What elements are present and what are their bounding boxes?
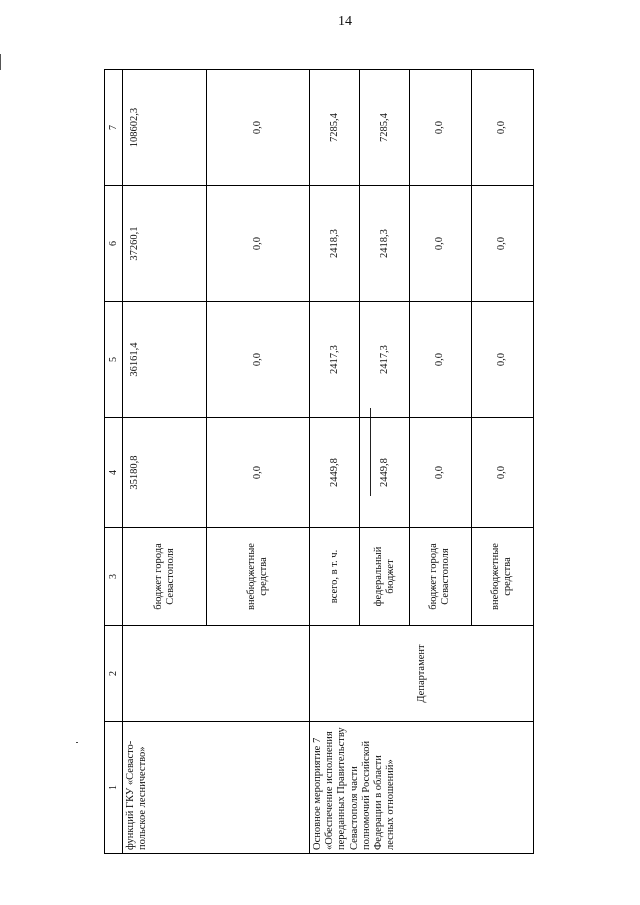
value-cell: 0,0 (207, 302, 310, 418)
scan-edge-mark (0, 54, 1, 70)
rotated-table-container (104, 70, 534, 854)
header-cell: 7 (105, 70, 123, 186)
funding-source: федеральный бюджет (360, 528, 410, 626)
value-cell: 37260,1 (123, 186, 207, 302)
funding-source: бюджет города Севастополя (409, 528, 471, 626)
value-cell: 35180,8 (123, 418, 207, 528)
page-number: 14 (338, 14, 352, 29)
header-cell: 5 (105, 302, 123, 418)
value-cell: 0,0 (409, 186, 471, 302)
value-cell: 7285,4 (310, 70, 360, 186)
budget-table (104, 69, 534, 854)
value-cell: 0,0 (409, 302, 471, 418)
header-cell: 2 (105, 626, 123, 722)
value-cell: 0,0 (471, 302, 533, 418)
header-row (105, 70, 123, 854)
header-cell: 3 (105, 528, 123, 626)
value-cell: 2449,8 (310, 418, 360, 528)
funding-source: всего, в т. ч. (310, 528, 360, 626)
table-row (123, 70, 207, 854)
activity-description: Основное мероприятие 7 «Обеспечение исполнения переданных Правительству Севастополя части полномочий Российской Федерации в области лесных отношений» (310, 722, 534, 854)
scan-speck (76, 742, 78, 743)
funding-source: внебюджетные средства (471, 528, 533, 626)
table-row (310, 70, 360, 854)
value-cell: 0,0 (409, 418, 471, 528)
value-cell: 0,0 (471, 70, 533, 186)
value-cell: 36161,4 (123, 302, 207, 418)
value-cell: 2417,3 (310, 302, 360, 418)
funding-source: внебюджетные средства (207, 528, 310, 626)
value-cell: 0,0 (207, 186, 310, 302)
executor-cell-empty (123, 626, 310, 722)
value-cell: 108602,3 (123, 70, 207, 186)
value-cell: 0,0 (207, 418, 310, 528)
value-cell: 0,0 (471, 418, 533, 528)
value-cell: 7285,4 (360, 70, 410, 186)
header-cell: 6 (105, 186, 123, 302)
value-cell: 2417,3 (360, 302, 410, 418)
activity-description: функций ГКУ «Севасто-польское лесничество» (123, 722, 310, 854)
value-cell: 2418,3 (310, 186, 360, 302)
funding-source: бюджет города Севастополя (123, 528, 207, 626)
value-cell: 0,0 (471, 186, 533, 302)
value-cell: 0,0 (409, 70, 471, 186)
header-cell: 4 (105, 418, 123, 528)
value-cell: 0,0 (207, 70, 310, 186)
value-cell: 2418,3 (360, 186, 410, 302)
header-cell: 1 (105, 722, 123, 854)
value-cell: 2449,8 (360, 418, 410, 528)
executor-cell: Департамент (310, 626, 534, 722)
